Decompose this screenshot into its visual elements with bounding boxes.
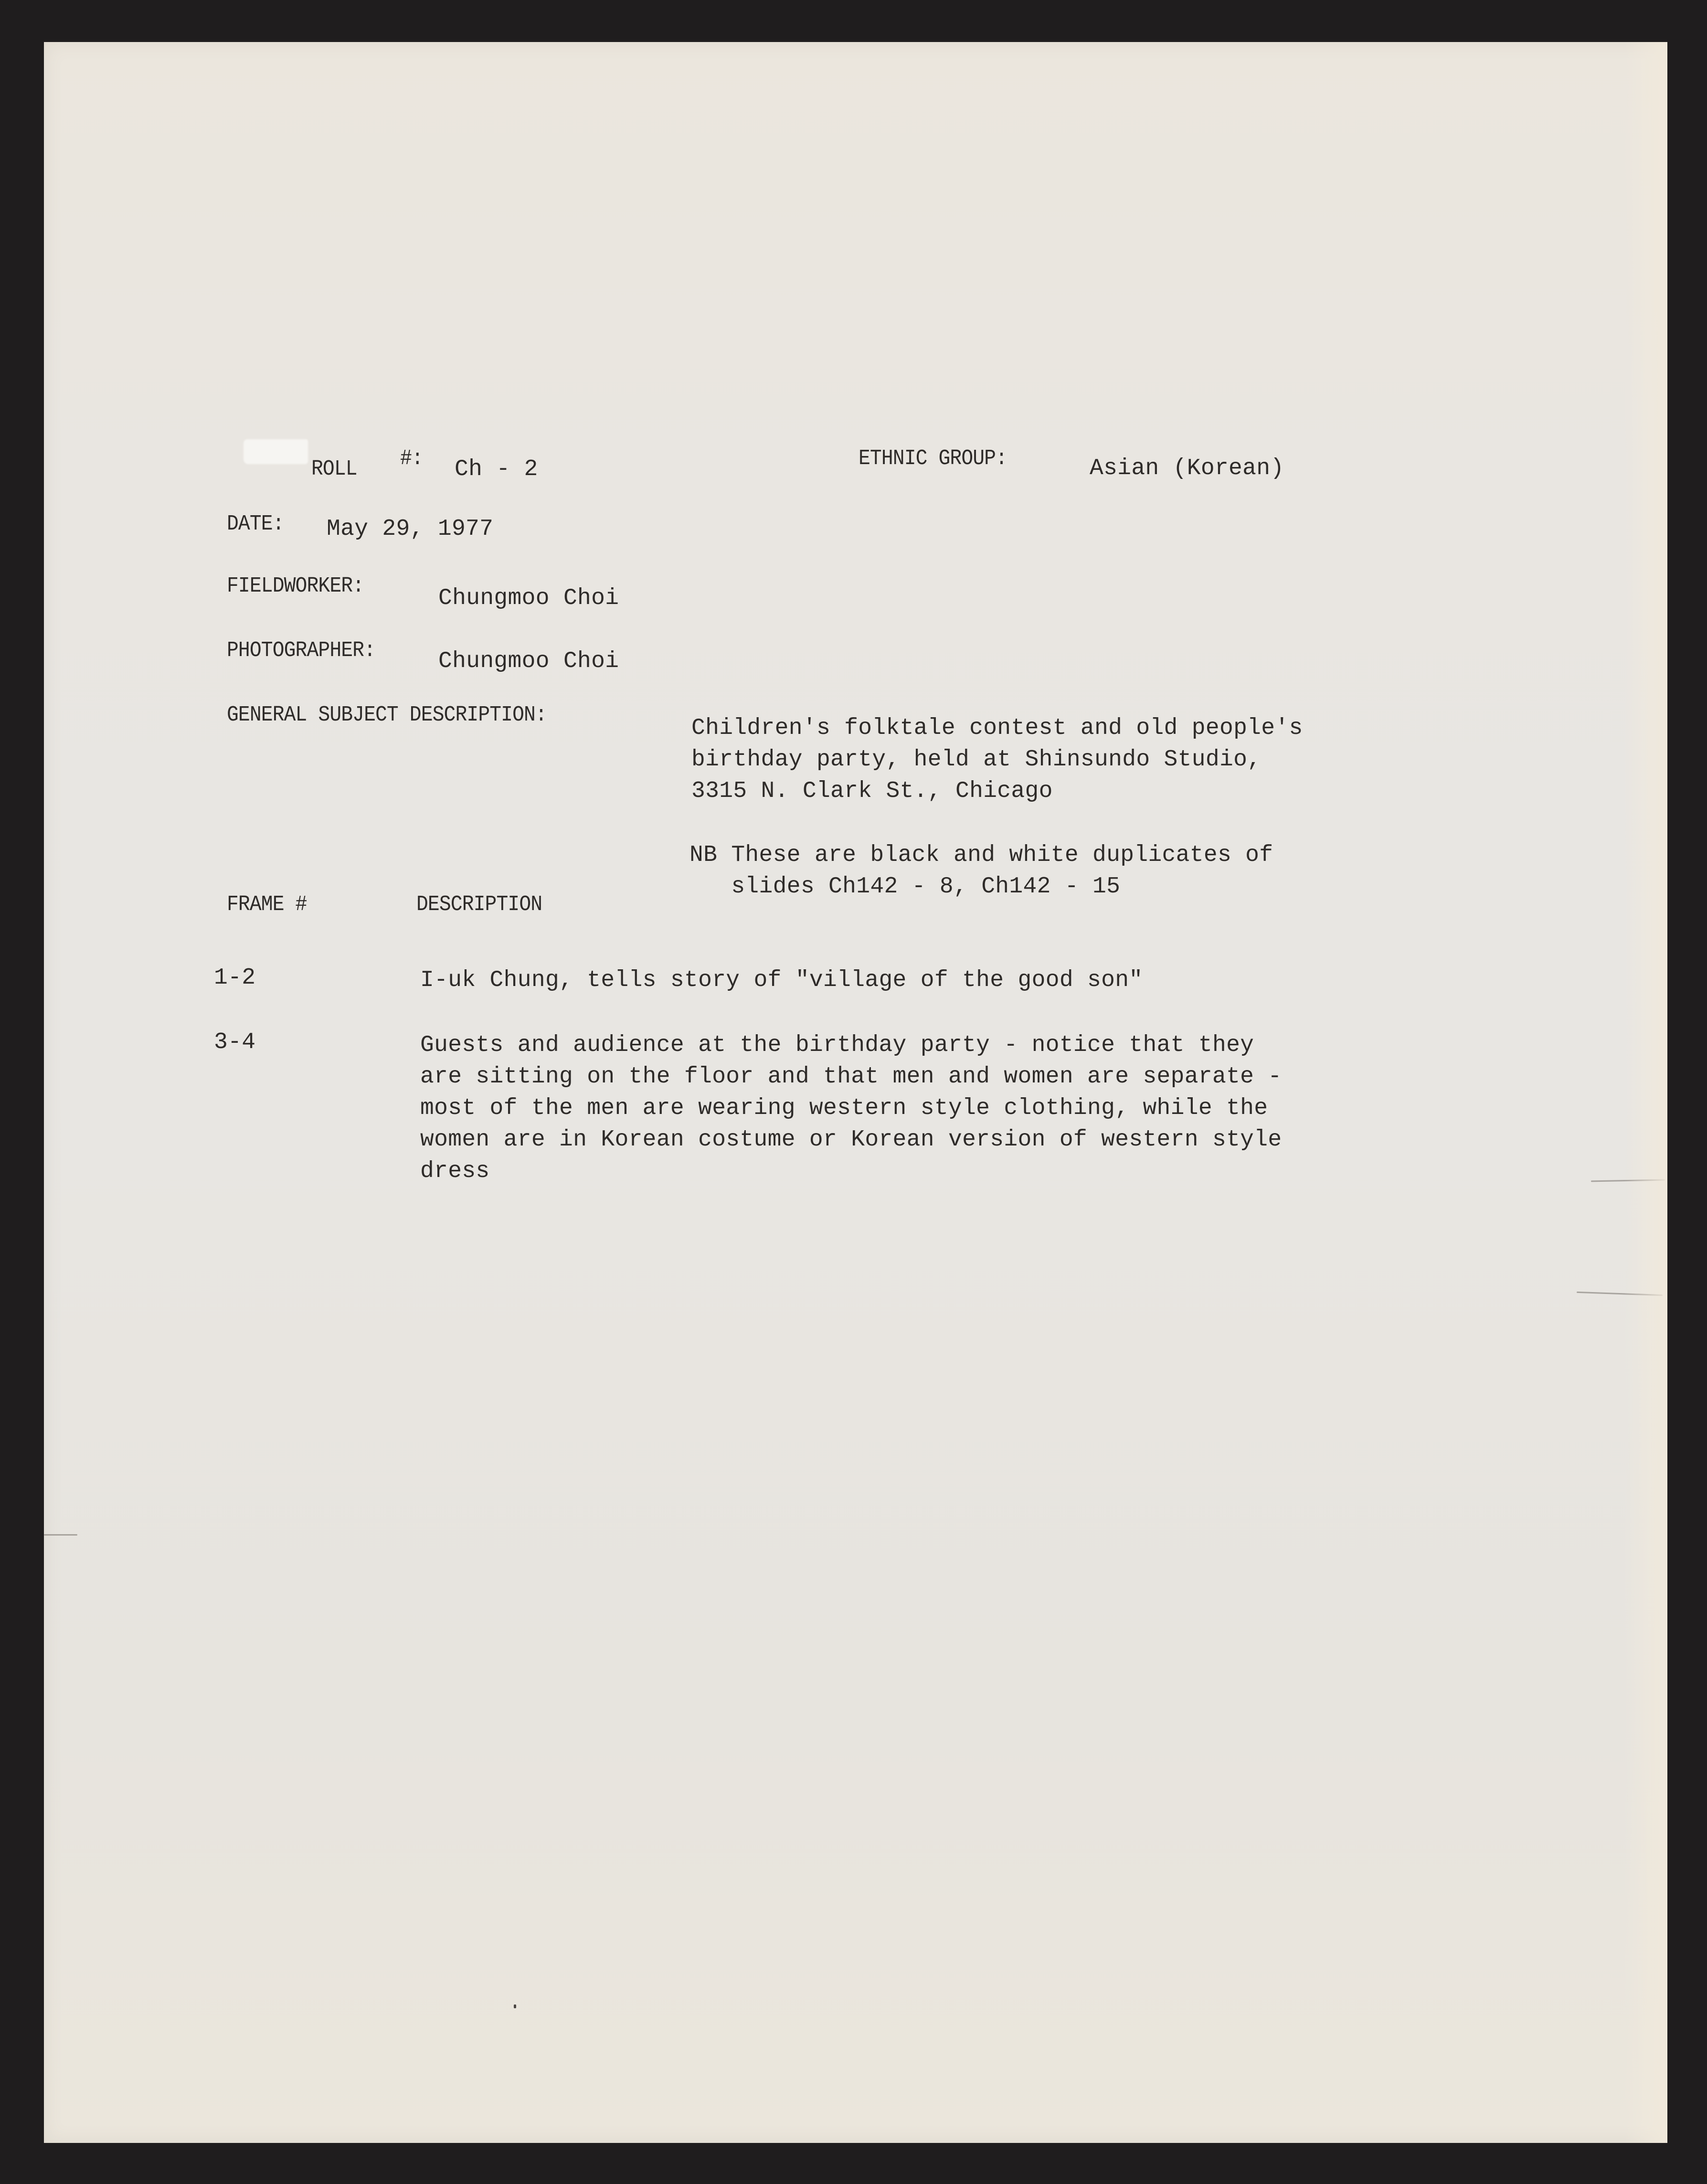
frame-number: 3-4 [214, 1029, 256, 1055]
frame-description-line: women are in Korean costume or Korean version of western style [420, 1127, 1282, 1153]
ethnic-group-label: ETHNIC GROUP: [859, 446, 1007, 471]
general-subject-line: 3315 N. Clark St., Chicago [691, 778, 1053, 804]
frame-number: 1-2 [214, 965, 256, 991]
right-edge-crease [1577, 1292, 1663, 1296]
roll-hash-label: #: [400, 446, 423, 471]
date-value: May 29, 1977 [327, 516, 494, 542]
correction-fluid-mark [244, 439, 308, 464]
ethnic-group-value: Asian (Korean) [1090, 456, 1284, 481]
frame-description-line: most of the men are wearing western style clothing, while the [420, 1095, 1268, 1121]
roll-label: ROLL [311, 457, 357, 481]
ink-speck [514, 2004, 516, 2008]
right-edge-tear [1591, 1179, 1665, 1182]
general-subject-line: birthday party, held at Shinsundo Studio, [691, 747, 1262, 773]
photographer-label: PHOTOGRAPHER: [227, 638, 376, 663]
general-subject-label: GENERAL SUBJECT DESCRIPTION: [227, 703, 547, 727]
general-subject-line: Children's folktale contest and old people's [691, 715, 1303, 741]
description-column-header: DESCRIPTION [416, 892, 542, 917]
left-edge-tear [44, 1534, 77, 1536]
date-label: DATE: [227, 512, 284, 536]
frame-description-line: dress [420, 1158, 490, 1184]
frame-description-line: I-uk Chung, tells story of "village of the good son" [420, 967, 1143, 993]
frame-description-line: are sitting on the floor and that men and women are separate - [420, 1064, 1282, 1090]
note-line: NB These are black and white duplicates of [689, 842, 1273, 868]
frame-description-line: Guests and audience at the birthday party - notice that they [420, 1032, 1254, 1058]
fieldworker-value: Chungmoo Choi [438, 585, 619, 611]
frame-column-header: FRAME # [227, 892, 307, 917]
fieldworker-label: FIELDWORKER: [227, 574, 364, 598]
photographer-value: Chungmoo Choi [438, 648, 619, 674]
roll-value: Ch - 2 [455, 456, 538, 482]
note-line: slides Ch142 - 8, Ch142 - 15 [689, 874, 1121, 900]
